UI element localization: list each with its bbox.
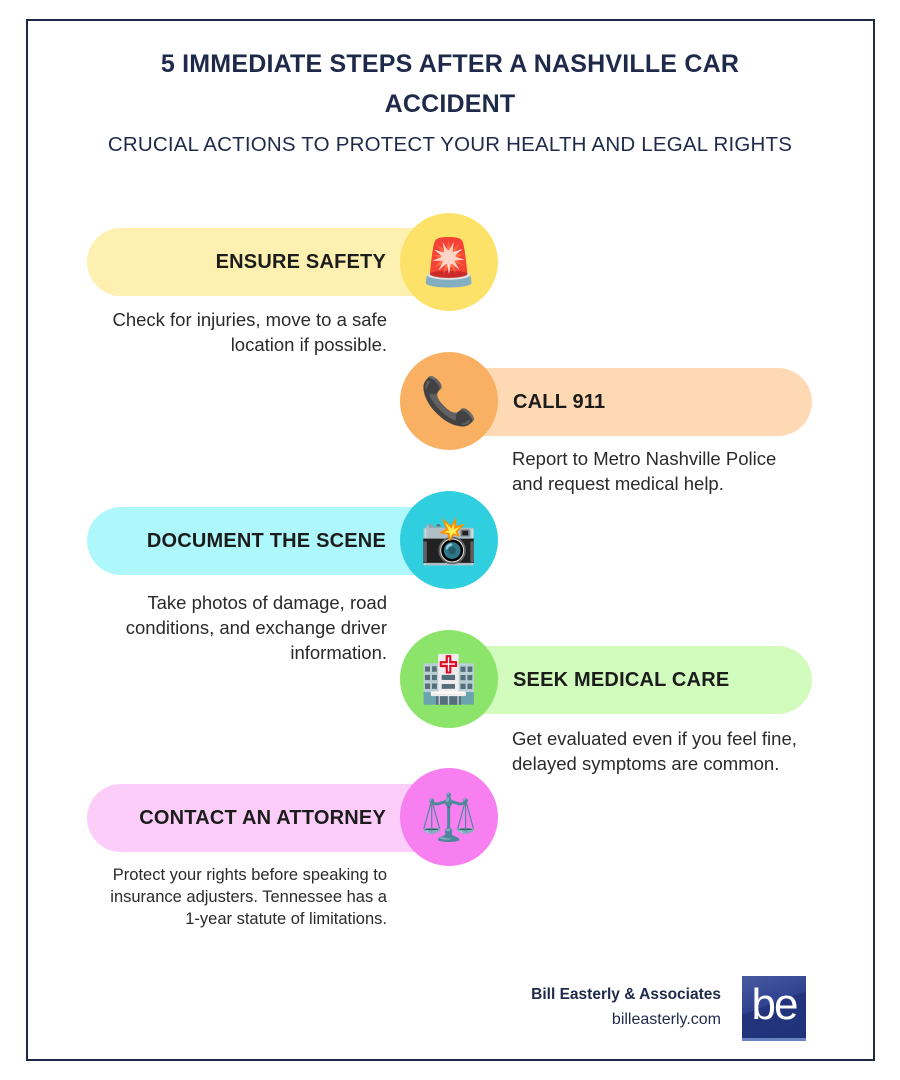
step-3-label: DOCUMENT THE SCENE <box>146 529 386 552</box>
step-1-label: ENSURE SAFETY <box>215 250 386 273</box>
step-3-description: Take photos of damage, road conditions, and exchange driver information. <box>125 592 387 663</box>
police-light-icon: 🚨 <box>400 213 498 311</box>
step-3-banner <box>87 507 447 575</box>
step-4-description: Get evaluated even if you feel fine, delayed symptoms are common. <box>512 728 797 774</box>
camera-flash-icon: 📸 <box>400 491 498 589</box>
step-5-description: Protect your rights before speaking to insurance adjusters. Tennessee has a 1-year statute of limitations. <box>110 866 387 928</box>
step-2-banner <box>452 368 812 436</box>
step-1-banner <box>87 228 447 296</box>
step-2-description: Report to Metro Nashville Police and request medical help. <box>512 448 777 494</box>
scales-of-justice-icon: ⚖️ <box>400 768 498 866</box>
title-line-2: ACCIDENT <box>384 90 516 118</box>
telephone-icon: 📞 <box>400 352 498 450</box>
firm-website-link[interactable]: billeasterly.com <box>611 1011 721 1028</box>
step-4-label: SEEK MEDICAL CARE <box>513 668 730 691</box>
firm-logo: be <box>742 976 806 1041</box>
page-subtitle: CRUCIAL ACTIONS TO PROTECT YOUR HEALTH AND LEGAL RIGHTS <box>107 133 793 156</box>
firm-name: Bill Easterly & Associates <box>531 986 721 1003</box>
step-1-description: Check for injuries, move to a safe location if possible. <box>112 309 387 355</box>
hospital-icon: 🏥 <box>400 630 498 728</box>
step-2-label: CALL 911 <box>513 390 606 413</box>
page-title <box>0 44 900 124</box>
step-5-label: CONTACT AN ATTORNEY <box>139 806 386 829</box>
title-line-1: 5 IMMEDIATE STEPS AFTER A NASHVILLE CAR <box>160 50 740 78</box>
step-4-banner <box>452 646 812 714</box>
step-5-banner <box>87 784 447 852</box>
